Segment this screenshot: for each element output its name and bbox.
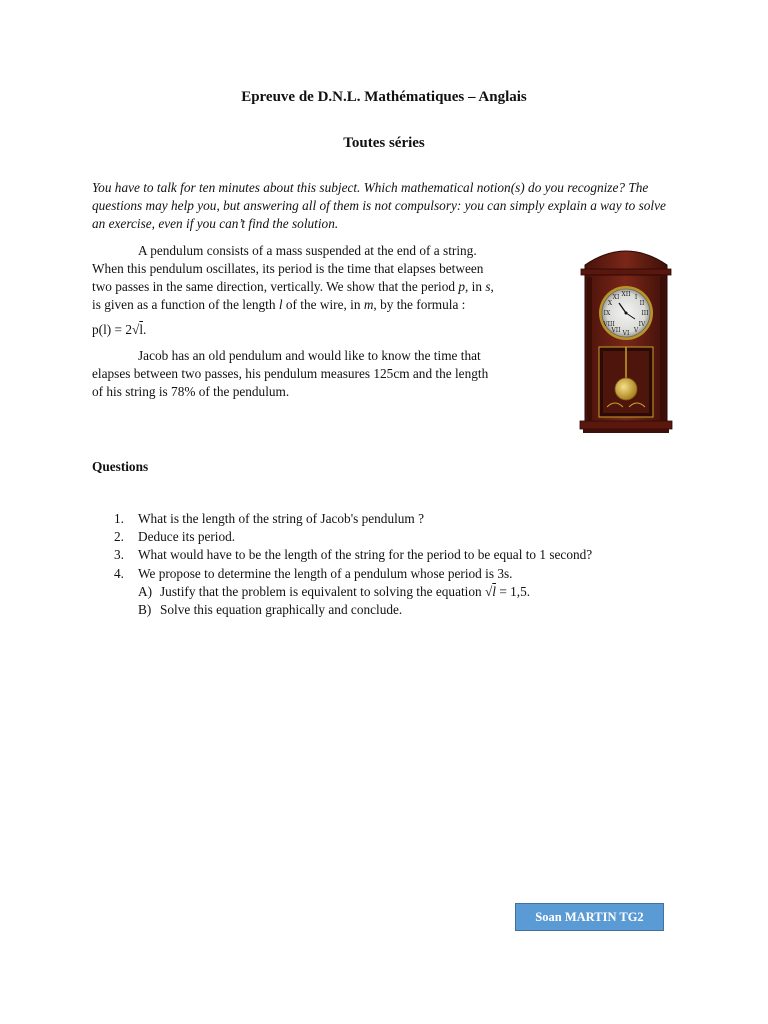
para1-line4: is given as a function of the length l of the wire, in m, by the formula : [92,297,466,312]
svg-text:X: X [607,300,613,307]
author-badge: Soan MARTIN TG2 [516,904,663,930]
document-subtitle: Toutes séries [343,135,425,151]
question-item: 4. We propose to determine the length of a pendulum whose period is 3s. [114,565,513,581]
svg-text:IX: IX [603,310,611,317]
para1-line3: two passes in the same direction, vertically. We show that the period p, in s, [92,279,494,294]
svg-text:I: I [634,294,638,301]
questions-heading: Questions [92,459,149,474]
para1-line1: A pendulum consists of a mass suspended at the end of a string. [138,243,477,258]
para2-line2: elapses between two passes, his pendulum measures 125cm and the length [92,366,489,381]
jacob-paragraph [92,347,572,401]
svg-text:XII: XII [621,291,631,298]
sqrt-symbol: √ [484,583,493,599]
pendulum-paragraph [92,242,572,314]
sqrt-symbol: √ [132,322,140,337]
svg-text:VIII: VIII [603,321,615,328]
document-title: Epreuve de D.N.L. Mathématiques – Anglais [241,89,527,105]
intro-text: You have to talk for ten minutes about this subject. Which mathematical notion(s) do you recognize? The questions may help you, but answering all of them is not compulsory: you can simply explain a way to solve an exercise, even if you can’t find the solution. [92,180,666,231]
period-formula: p(l) = 2√l. [92,322,147,337]
para2-line1: Jacob has an old pendulum and would like to know the time that [138,348,481,363]
svg-text:II: II [639,300,645,307]
para1-line2: When this pendulum oscillates, its period is the time that elapses between [92,261,484,276]
svg-text:XI: XI [612,294,620,301]
svg-text:VII: VII [611,327,621,334]
question-item: 1. What is the length of the string of Jacob's pendulum ? [114,511,424,526]
subquestion-item: B) Solve this equation graphically and conclude. [138,602,403,618]
para2-line3: of his string is 78% of the pendulum. [92,384,290,399]
svg-text:III: III [641,310,649,317]
question-item: 2. Deduce its period. [114,529,236,545]
svg-text:IV: IV [638,321,646,328]
svg-text:VI: VI [622,330,630,337]
question-item: 3. What would have to be the length of the string for the period to be equal to 1 second? [114,547,593,563]
svg-text:V: V [633,327,639,334]
questions-list [114,510,714,619]
subquestion-item: A) Justify that the problem is equivalent to solving the equation √l = 1,5. [138,583,531,599]
pendulum-clock-image [575,243,677,435]
